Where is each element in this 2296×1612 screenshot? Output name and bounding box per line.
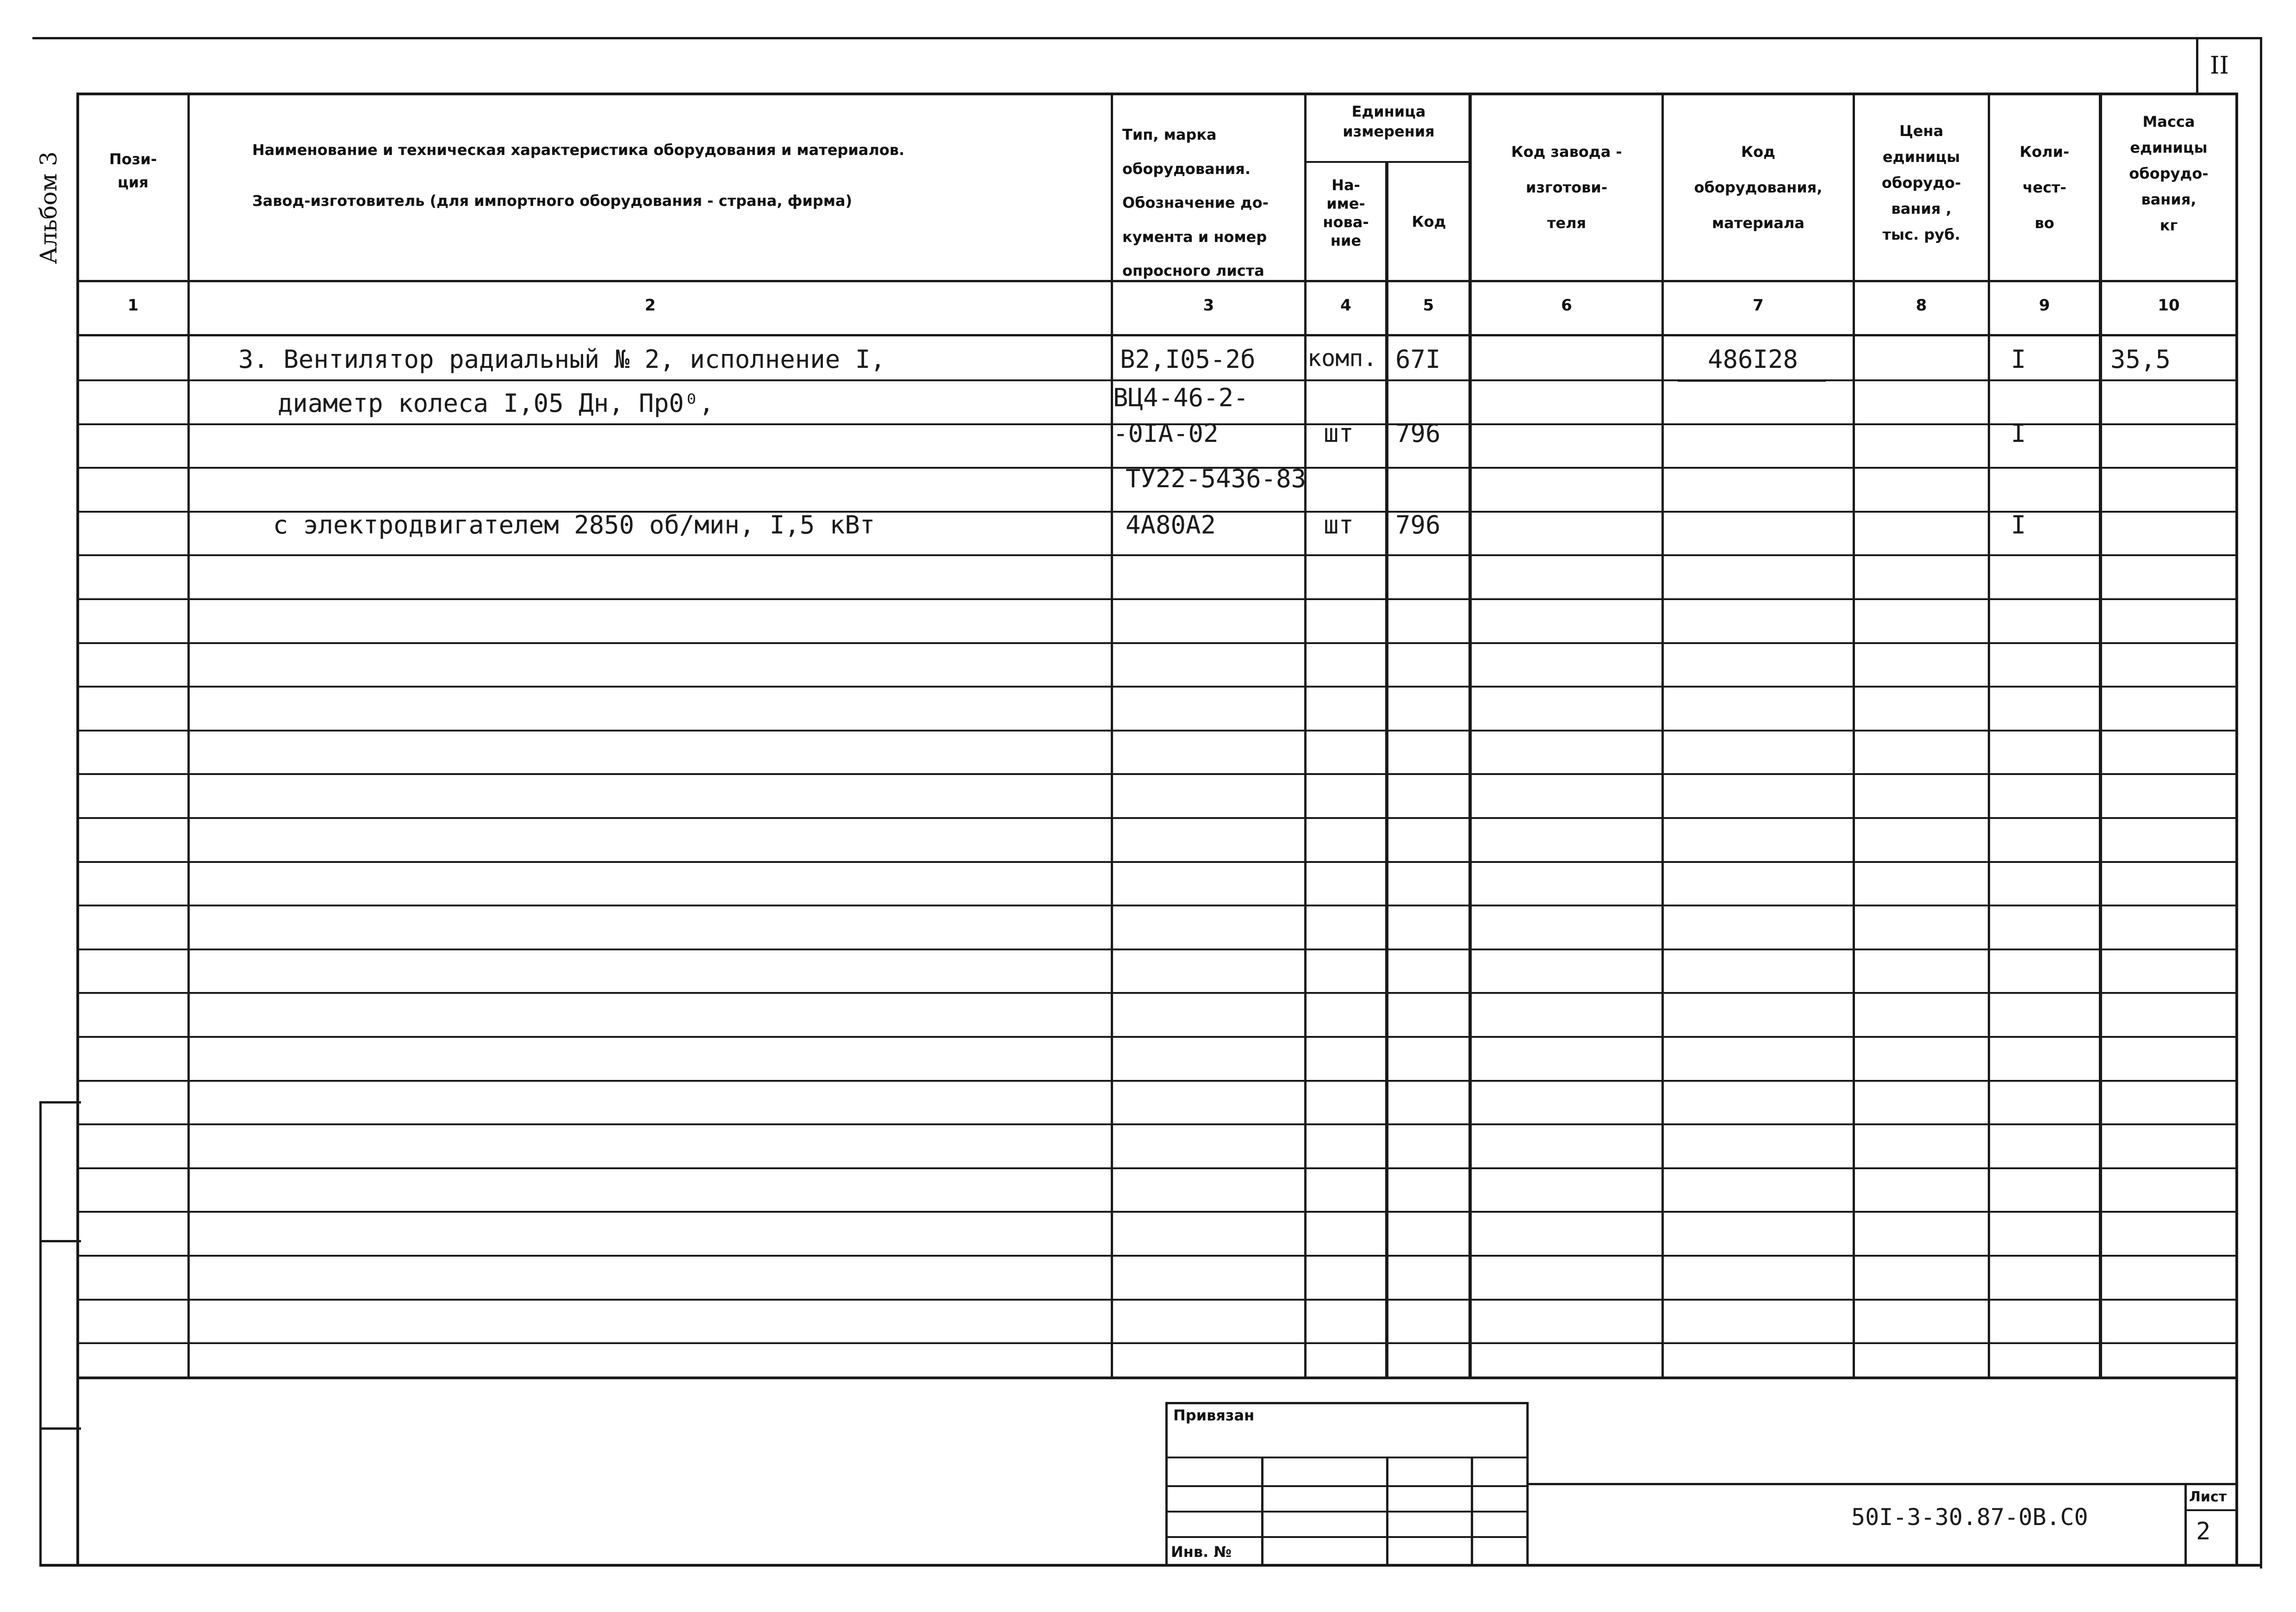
row1-unit: комп. bbox=[1307, 345, 1377, 372]
header-material-code: Код оборудования, материала bbox=[1694, 143, 1823, 232]
table-bottom-line bbox=[76, 1376, 2238, 1379]
album-label: Альбом 3 bbox=[35, 151, 62, 264]
table-row-line bbox=[76, 1255, 2238, 1257]
row3-quantity: I bbox=[2011, 419, 2026, 448]
stamp-line bbox=[1526, 1483, 2237, 1485]
col-divider-bold bbox=[2099, 93, 2102, 1378]
stamp-line bbox=[2184, 1509, 2237, 1511]
unit-group-divider bbox=[1304, 161, 1471, 163]
col-divider bbox=[187, 93, 190, 1378]
header-name-line1: Наименование и техническая характеристика оборудования и материалов. bbox=[252, 141, 905, 159]
row5-name: с электродвигателем 2850 об/мин, I,5 кВт bbox=[273, 510, 875, 539]
colnum-9: 9 bbox=[2039, 296, 2050, 315]
table-row-line bbox=[76, 554, 2238, 556]
stamp-inv-label: Инв. № bbox=[1171, 1543, 1232, 1561]
row5-quantity: I bbox=[2011, 510, 2026, 539]
header-unit-name: На- име- нова- ние bbox=[1323, 176, 1369, 249]
binding-box-line bbox=[39, 1101, 42, 1566]
stamp-line bbox=[1165, 1536, 1529, 1538]
header-position: Пози- ция bbox=[109, 150, 157, 191]
stamp-line bbox=[1165, 1402, 1168, 1566]
table-right-border bbox=[2235, 93, 2238, 1566]
col-divider bbox=[1111, 93, 1113, 1378]
row1-type: В2,I05-2б bbox=[1120, 345, 1256, 374]
header-factory-code: Код завода - изготови- теля bbox=[1511, 143, 1622, 232]
stamp-line bbox=[1165, 1485, 1529, 1487]
colnum-4: 4 bbox=[1340, 296, 1351, 315]
stamp-line bbox=[1261, 1457, 1263, 1566]
sheet-label: Лист bbox=[2189, 1489, 2227, 1505]
colnum-5: 5 bbox=[1423, 296, 1434, 315]
colnum-bottom-line bbox=[76, 334, 2238, 336]
stamp-line bbox=[1386, 1457, 1388, 1566]
bottom-border-line bbox=[39, 1564, 2262, 1567]
header-type: Тип, марка оборудования. Обозначение до- кумента и номер опросного листа bbox=[1122, 126, 1269, 280]
table-row-line bbox=[76, 1299, 2238, 1301]
table-row-line bbox=[76, 861, 2238, 863]
material-code-underline bbox=[1678, 380, 1826, 382]
colnum-2: 2 bbox=[645, 296, 656, 315]
stamp-bound-label: Привязан bbox=[1173, 1407, 1255, 1424]
col-divider-bold bbox=[1468, 93, 1472, 1378]
header-unit-group: Единица измерения bbox=[1343, 103, 1435, 141]
top-border-line bbox=[32, 37, 2262, 39]
table-row-line bbox=[76, 1211, 2238, 1213]
table-row-line bbox=[76, 1342, 2238, 1344]
page-number-top: II bbox=[2210, 52, 2229, 80]
row1-mass: 35,5 bbox=[2110, 345, 2171, 374]
stamp-line bbox=[1165, 1402, 1529, 1404]
col-divider bbox=[1988, 93, 1990, 1378]
binding-box-line bbox=[39, 1240, 81, 1242]
table-row-line bbox=[76, 773, 2238, 775]
binding-box-line bbox=[39, 1101, 81, 1104]
table-row-line bbox=[76, 817, 2238, 819]
col-divider-bold bbox=[1385, 162, 1388, 1378]
table-row-line bbox=[76, 598, 2238, 600]
colnum-10: 10 bbox=[2158, 296, 2180, 315]
table-row-line bbox=[76, 949, 2238, 950]
col-divider bbox=[1853, 93, 1855, 1378]
stamp-line bbox=[1165, 1511, 1529, 1513]
colnum-6: 6 bbox=[1561, 296, 1572, 315]
page-number-box-right bbox=[2260, 37, 2262, 1569]
row1-unit-code: 67I bbox=[1395, 345, 1441, 374]
table-row-line bbox=[76, 905, 2238, 906]
row1-name: 3. Вентилятор радиальный № 2, исполнение I, bbox=[238, 345, 885, 374]
col-divider bbox=[1661, 93, 1664, 1378]
table-row-line bbox=[76, 1080, 2238, 1082]
sheet-number: 2 bbox=[2196, 1518, 2211, 1545]
table-row-line bbox=[76, 992, 2238, 994]
header-quantity: Коли- чест- во bbox=[2019, 143, 2070, 232]
row5-type: 4А80А2 bbox=[1126, 510, 1216, 539]
table-row-line bbox=[76, 379, 2238, 381]
row1-quantity: I bbox=[2011, 345, 2026, 374]
colnum-8: 8 bbox=[1916, 296, 1927, 315]
header-price: Цена единицы оборудо- вания , тыс. руб. bbox=[1881, 122, 1961, 243]
header-unit-code: Код bbox=[1412, 213, 1446, 230]
page-number-box-left bbox=[2196, 37, 2198, 93]
binding-box-line bbox=[39, 1427, 81, 1430]
table-row-line bbox=[76, 686, 2238, 688]
row4-type: ТУ22-5436-83 bbox=[1126, 464, 1307, 493]
table-row-line bbox=[76, 730, 2238, 732]
colnum-7: 7 bbox=[1753, 296, 1764, 315]
colnum-3: 3 bbox=[1203, 296, 1214, 315]
stamp-line bbox=[1165, 1457, 1529, 1458]
table-row-line bbox=[76, 1167, 2238, 1169]
table-top-border bbox=[76, 93, 2238, 95]
row5-unit: шт bbox=[1324, 510, 1354, 539]
table-row-line bbox=[76, 642, 2238, 644]
row3-unit: шт bbox=[1324, 419, 1354, 448]
header-name-line2: Завод-изготовитель (для импортного оборудования - страна, фирма) bbox=[252, 192, 852, 210]
table-row-line bbox=[76, 1036, 2238, 1038]
col-divider bbox=[1304, 93, 1307, 1378]
header-mass: Масса единицы оборудо- вания, кг bbox=[2129, 113, 2209, 234]
table-row-line bbox=[76, 1123, 2238, 1125]
row2-name: диаметр колеса I,05 Дн, Пр0⁰, bbox=[278, 389, 714, 418]
stamp-line bbox=[2184, 1483, 2187, 1566]
document-code: 50I-3-30.87-0В.С0 bbox=[1851, 1504, 2088, 1531]
row2-type: ВЦ4-46-2- bbox=[1113, 383, 1249, 412]
row3-type: -0IA-02 bbox=[1113, 419, 1219, 448]
row3-unit-code: 796 bbox=[1395, 419, 1441, 448]
row5-unit-code: 796 bbox=[1395, 510, 1441, 539]
stamp-line bbox=[1471, 1457, 1473, 1566]
colnum-1: 1 bbox=[127, 296, 139, 315]
row1-material-code: 486I28 bbox=[1708, 345, 1798, 374]
